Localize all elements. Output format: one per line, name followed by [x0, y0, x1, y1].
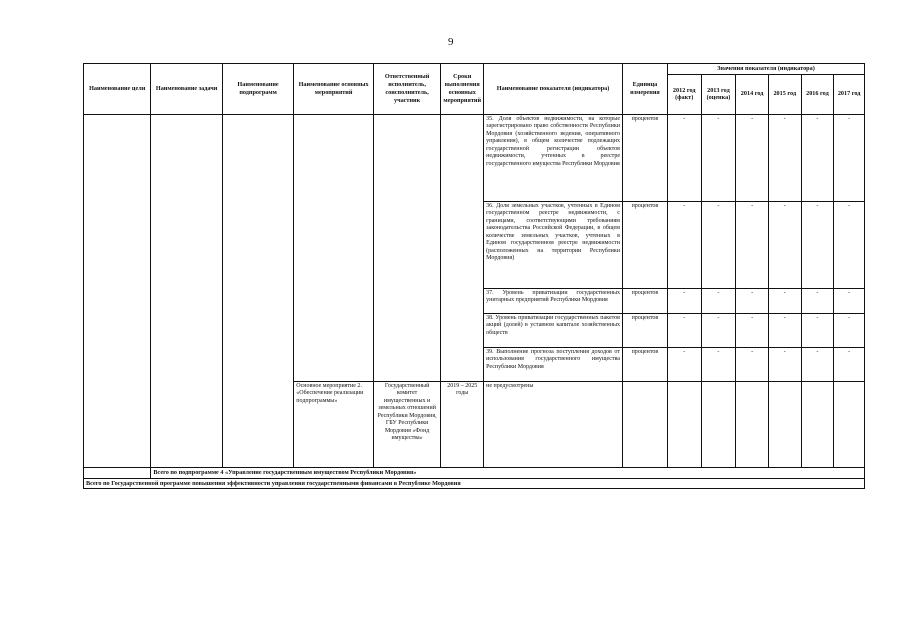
program-total-row [84, 478, 865, 489]
header-responsible: Ответственный исполнитель, соисполнитель, участник [373, 64, 440, 115]
indicator-value: - [736, 313, 769, 347]
indicator-value: - [736, 288, 769, 313]
indicators-table [83, 63, 865, 489]
indicator-value: - [834, 201, 865, 288]
table-row [84, 114, 865, 201]
activity2-value [768, 381, 801, 467]
indicator-value: - [768, 201, 801, 288]
indicator-unit: процентов [622, 201, 667, 288]
responsible-cell [373, 114, 440, 381]
activity2-indicator: не предусмотрены [484, 381, 623, 467]
header-goal: Наименование цели [84, 64, 151, 115]
indicator-unit: процентов [622, 114, 667, 201]
goal-cell [84, 114, 151, 467]
header-indicator-name: Наименование показателя (индикатора) [484, 64, 623, 115]
indicator-value: - [801, 114, 834, 201]
indicator-value: - [768, 313, 801, 347]
activity2-value [701, 381, 736, 467]
indicator-name: 35. Доля объектов недвижимости, на которые зарегистрировано право собственности Республики Мордовия (хозяйственного ведения, оперативного управления), в общем количестве подлежащих государственной регистрации объектов недвижимости, учтенных в реестре государственного имущества Республики Мордовия [484, 114, 623, 201]
header-year: 2013 год (оценка) [701, 74, 736, 114]
indicator-value: - [667, 201, 701, 288]
header-terms: Сроки выполнения основных мероприятий [441, 64, 484, 115]
indicator-value: - [768, 114, 801, 201]
indicator-value: - [801, 313, 834, 347]
indicator-value: - [667, 288, 701, 313]
indicator-name: 36. Доля земельных участков, учтенных в Едином государственном реестре недвижимости, с границами, соответствующими требованиям законодательства Российской Федерации, в общем количестве земельных участков, учтенных в Едином государственном реестре недвижимости (расположенных на территории Республики Мордовия) [484, 201, 623, 288]
indicator-value: - [701, 114, 736, 201]
page-number: 9 [448, 36, 454, 48]
indicator-value: - [701, 347, 736, 381]
program-total: Всего по Государственной программе повышения эффективности управления государственными финансами в Республике Мордовия [84, 478, 865, 489]
indicator-value: - [801, 201, 834, 288]
indicator-value: - [801, 288, 834, 313]
header-task: Наименование задачи [151, 64, 222, 115]
header-main-activities: Наименование основных мероприятий [294, 64, 374, 115]
task-cell [151, 114, 222, 467]
indicator-unit: процентов [622, 288, 667, 313]
indicator-value: - [667, 347, 701, 381]
activity2-value [801, 381, 834, 467]
header-year: 2012 год (факт) [667, 74, 701, 114]
indicator-value: - [801, 347, 834, 381]
indicator-name: 39. Выполнение прогноза поступления доходов от использования государственного имущества Республики Мордовия [484, 347, 623, 381]
indicator-value: - [834, 114, 865, 201]
indicator-value: - [701, 313, 736, 347]
indicator-unit: процентов [622, 347, 667, 381]
indicator-unit: процентов [622, 313, 667, 347]
activity-cell [294, 114, 374, 381]
indicator-value: - [701, 288, 736, 313]
indicator-value: - [768, 347, 801, 381]
activity2-value [667, 381, 701, 467]
total-goal-cell [84, 467, 151, 478]
activity2-value [834, 381, 865, 467]
indicator-value: - [834, 347, 865, 381]
subprogram-cell [222, 114, 293, 467]
indicator-value: - [736, 114, 769, 201]
indicator-name: 38. Уровень приватизации государственных пакетов акций (долей) в уставном капитале хозяйственных обществ [484, 313, 623, 347]
header-year: 2015 год [768, 74, 801, 114]
indicator-value: - [667, 114, 701, 201]
activity2-value [736, 381, 769, 467]
header-year: 2016 год [801, 74, 834, 114]
activity2-responsible: Государственный комитет имущественных и земельных отношений Республики Мордовия, ГБУ Республики Мордовия «Фонд имущества» [373, 381, 440, 467]
indicator-name: 37. Уровень приватизации государственных унитарных предприятий Республики Мордовия [484, 288, 623, 313]
indicator-value: - [834, 288, 865, 313]
header-unit: Единица измерения [622, 64, 667, 115]
indicator-value: - [834, 313, 865, 347]
subprogram-total-row [84, 467, 865, 478]
header-year: 2017 год [834, 74, 865, 114]
header-year: 2014 год [736, 74, 769, 114]
terms-cell [441, 114, 484, 381]
indicator-value: - [667, 313, 701, 347]
header-subprogram: Наименование подпрограмм [222, 64, 293, 115]
indicator-value: - [736, 201, 769, 288]
activity2-unit [622, 381, 667, 467]
activity2-name: Основное мероприятие 2. «Обеспечение реализации подпрограммы» [294, 381, 374, 467]
header-values-group: Значения показателя (индикатора) [667, 64, 864, 75]
indicator-value: - [736, 347, 769, 381]
indicator-value: - [768, 288, 801, 313]
indicator-value: - [701, 201, 736, 288]
activity2-terms: 2019 – 2025 годы [441, 381, 484, 467]
subprogram-total: Всего по подпрограмме 4 «Управление государственным имуществом Республики Мордовия» [151, 467, 865, 478]
